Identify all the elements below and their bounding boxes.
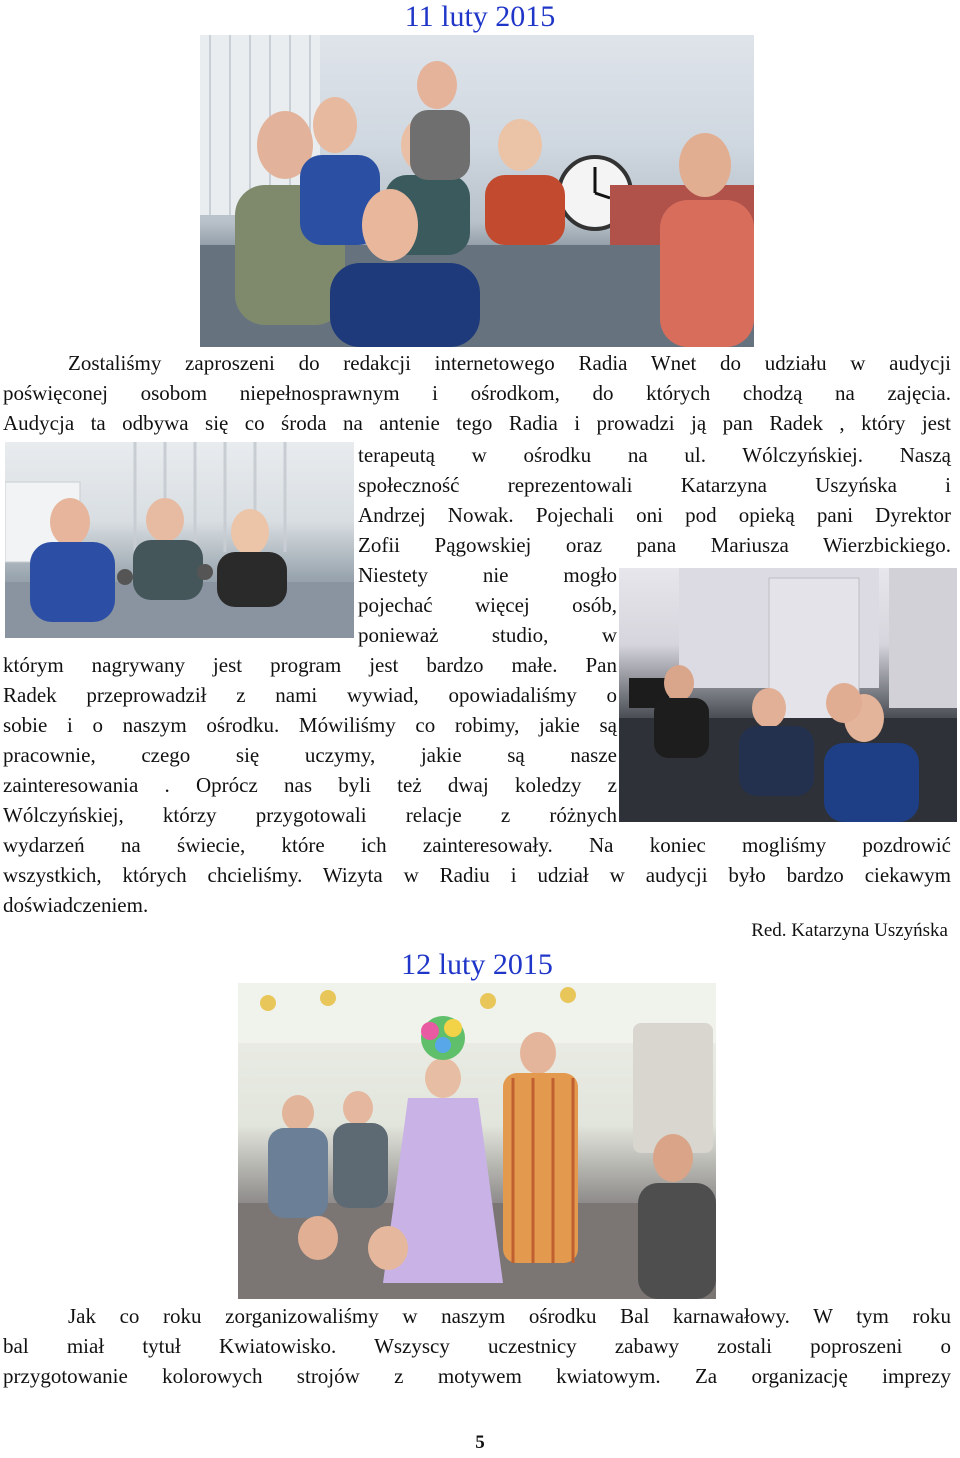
- radio-recording-room-photo: [619, 568, 957, 822]
- paragraph-line: Zofii Pągowskiej oraz pana Mariusza Wierzbickiego.: [358, 533, 951, 557]
- paragraph-line: Wólczyńskiej, którzy przygotowali relacje z różnych: [3, 803, 617, 827]
- section-date-heading: 11 luty 2015: [404, 0, 556, 33]
- radio-studio-participants-photo: [5, 442, 354, 638]
- paragraph-line: pracownie, czego się uczymy, jakie są nasze: [3, 743, 617, 767]
- section-date-heading: 12 luty 2015: [401, 948, 553, 981]
- paragraph-line: Radek przeprowadził z nami wywiad, opowiadaliśmy o: [3, 683, 617, 707]
- paragraph-line: poświęconej osobom niepełnosprawnym i ośrodkom, do których chodzą na zajęcia.: [3, 381, 951, 405]
- paragraph-line-last: doświadczeniem.: [3, 893, 149, 917]
- paragraph-line: zainteresowania . Oprócz nas byli też dwaj koledzy z: [3, 773, 617, 797]
- paragraph-line: przygotowanie kolorowych strojów z motywem kwiatowym. Za organizację imprezy: [3, 1364, 951, 1388]
- author-signature: Red. Katarzyna Uszyńska: [751, 920, 948, 941]
- paragraph-line: wydarzeń na świecie, które ich zainteresowały. Na koniec mogliśmy pozdrowić: [3, 833, 951, 857]
- paragraph-line: ponieważ studio, w: [358, 623, 617, 647]
- radio-studio-group-illustration: [200, 35, 754, 347]
- paragraph-line: pojechać więcej osób,: [358, 593, 617, 617]
- paragraph-line: Andrzej Nowak. Pojechali oni pod opieką pani Dyrektor: [358, 503, 951, 527]
- radio-recording-room-illustration: [619, 568, 957, 822]
- paragraph-line: którym nagrywany jest program jest bardzo małe. Pan: [3, 653, 617, 677]
- radio-studio-participants-illustration: [5, 442, 354, 638]
- radio-studio-group-photo: [200, 35, 754, 347]
- paragraph-line: Jak co roku zorganizowaliśmy w naszym ośrodku Bal karnawałowy. W tym roku: [68, 1304, 951, 1328]
- paragraph-line: sobie i o naszym ośrodku. Mówiliśmy co robimy, jakie są: [3, 713, 617, 737]
- paragraph-line: wszystkich, których chcieliśmy. Wizyta w Radiu i udział w audycji było bardzo ciekawym: [3, 863, 951, 887]
- page-number: 5: [475, 1432, 485, 1453]
- carnival-ball-illustration: [238, 983, 716, 1299]
- paragraph-line: Zostaliśmy zaproszeni do redakcji internetowego Radia Wnet do udziału w audycji: [68, 351, 951, 375]
- paragraph-line: Niestety nie mogło: [358, 563, 617, 587]
- paragraph-line: społeczność reprezentowali Katarzyna Uszyńska i: [358, 473, 951, 497]
- carnival-ball-photo: [238, 983, 716, 1299]
- paragraph-line: Audycja ta odbywa się co środa na antenie tego Radia i prowadzi ją pan Radek , który jest: [3, 411, 951, 435]
- paragraph-line: terapeutą w ośrodku na ul. Wólczyńskiej. Naszą: [358, 443, 951, 467]
- paragraph-line: bal miał tytuł Kwiatowisko. Wszyscy uczestnicy zabawy zostali poproszeni o: [3, 1334, 951, 1358]
